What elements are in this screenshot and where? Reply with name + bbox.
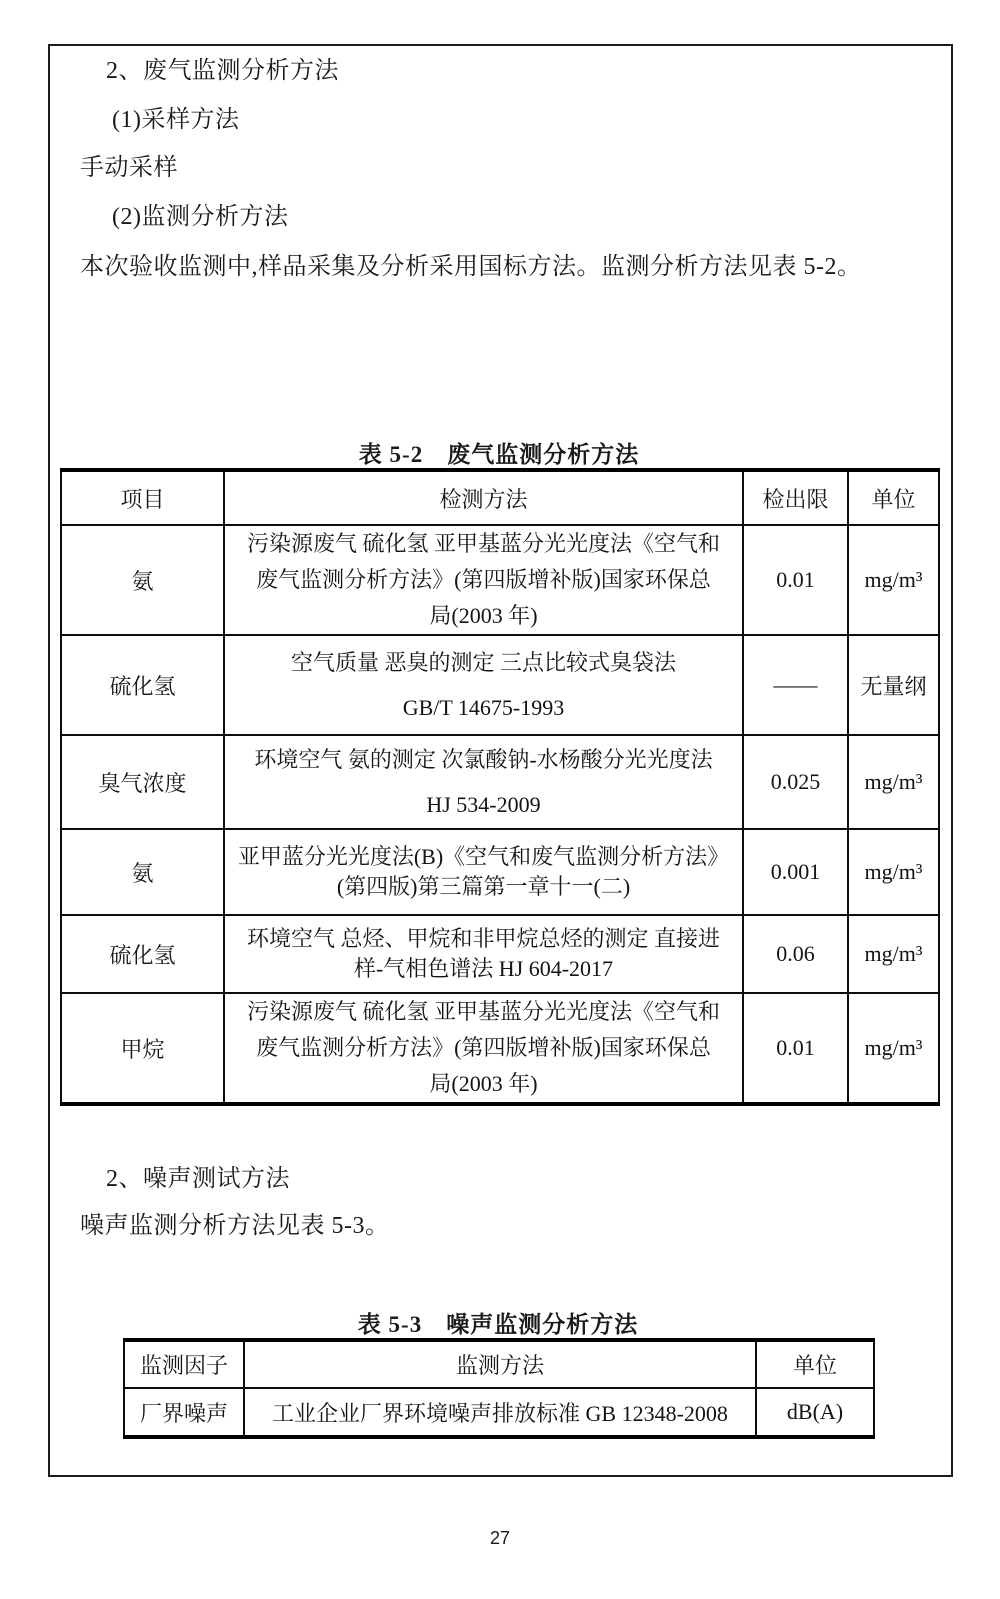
item-cell: 氨 — [61, 525, 224, 635]
limit-cell: 0.001 — [743, 829, 848, 915]
header-item: 项目 — [61, 470, 224, 525]
method-line: 空气质量 恶臭的测定 三点比较式臭袋法 — [290, 650, 676, 675]
method-line: GB/T 14675-1993 — [402, 695, 565, 720]
method-line: 废气监测分析方法》(第四版增补版)国家环保总 — [256, 1035, 711, 1060]
subsection-sampling-method: (1)采样方法 — [112, 107, 240, 133]
limit-cell: —— — [743, 635, 848, 735]
method-line: 亚甲蓝分光光度法(B)《空气和废气监测分析方法》 — [237, 844, 730, 869]
item-cell: 氨 — [61, 829, 224, 915]
header-limit: 检出限 — [743, 470, 848, 525]
method-cell — [224, 525, 743, 635]
table-row — [61, 525, 939, 635]
method-line: 废气监测分析方法》(第四版增补版)国家环保总 — [256, 567, 711, 592]
method-line: 局(2003 年) — [429, 603, 538, 628]
method-line: (第四版)第三篇第一章十一(二) — [336, 874, 631, 899]
item-cell: 甲烷 — [61, 993, 224, 1104]
method-line: 污染源废气 硫化氢 亚甲基蓝分光光度法《空气和 — [246, 531, 720, 556]
unit-cell: mg/m³ — [848, 525, 939, 635]
subsection-analysis-method: (2)监测分析方法 — [112, 204, 289, 230]
item-cell: 臭气浓度 — [61, 735, 224, 829]
table-5-3-title: 表 5-3 噪声监测分析方法 — [357, 1312, 639, 1337]
header-factor: 监测因子 — [124, 1340, 244, 1388]
method-line: 环境空气 总烃、甲烷和非甲烷总烃的测定 直接进 — [246, 926, 720, 951]
method-line: 局(2003 年) — [429, 1071, 538, 1096]
factor-cell: 厂界噪声 — [124, 1388, 244, 1437]
header-method: 监测方法 — [244, 1340, 756, 1388]
table-row — [61, 915, 939, 993]
header-method: 检测方法 — [224, 470, 743, 525]
intro-paragraph: 本次验收监测中,样品采集及分析采用国标方法。监测分析方法见表 5-2。 — [80, 254, 862, 280]
method-line: HJ 534-2009 — [426, 792, 541, 817]
method-cell — [224, 993, 743, 1104]
unit-cell: mg/m³ — [848, 915, 939, 993]
method-cell — [224, 829, 743, 915]
method-cell — [224, 635, 743, 735]
method-cell — [224, 915, 743, 993]
unit-cell: 无量纲 — [848, 635, 939, 735]
method-cell — [224, 735, 743, 829]
table-row — [61, 635, 939, 735]
unit-cell: dB(A) — [756, 1388, 874, 1437]
limit-cell: 0.01 — [743, 993, 848, 1104]
method-cell: 工业企业厂界环境噪声排放标准 GB 12348-2008 — [244, 1388, 756, 1437]
header-unit: 单位 — [756, 1340, 874, 1388]
unit-cell: mg/m³ — [848, 829, 939, 915]
item-cell: 硫化氢 — [61, 915, 224, 993]
table-row — [61, 735, 939, 829]
table-row — [61, 993, 939, 1104]
item-cell: 硫化氢 — [61, 635, 224, 735]
table-5-3-header-row — [124, 1340, 874, 1388]
limit-cell: 0.01 — [743, 525, 848, 635]
section-heading-waste-gas: 2、废气监测分析方法 — [106, 58, 339, 84]
method-line: 环境空气 氨的测定 次氯酸钠-水杨酸分光光度法 — [254, 747, 713, 772]
table-5-2-title: 表 5-2 废气监测分析方法 — [358, 442, 640, 467]
table-row — [61, 829, 939, 915]
unit-cell: mg/m³ — [848, 993, 939, 1104]
method-line: 样-气相色谱法 HJ 604-2017 — [353, 956, 614, 981]
table-row — [124, 1388, 874, 1437]
page-number: 27 — [489, 1528, 511, 1548]
table-5-3 — [123, 1338, 875, 1439]
unit-cell: mg/m³ — [848, 735, 939, 829]
table-5-2 — [60, 468, 940, 1106]
limit-cell: 0.025 — [743, 735, 848, 829]
noise-paragraph: 噪声监测分析方法见表 5-3。 — [80, 1213, 390, 1239]
limit-cell: 0.06 — [743, 915, 848, 993]
section-heading-noise: 2、噪声测试方法 — [106, 1166, 290, 1192]
header-unit: 单位 — [848, 470, 939, 525]
method-line: 污染源废气 硫化氢 亚甲基蓝分光光度法《空气和 — [246, 999, 720, 1024]
manual-sampling-text: 手动采样 — [80, 155, 178, 181]
table-5-2-header-row — [61, 470, 939, 525]
